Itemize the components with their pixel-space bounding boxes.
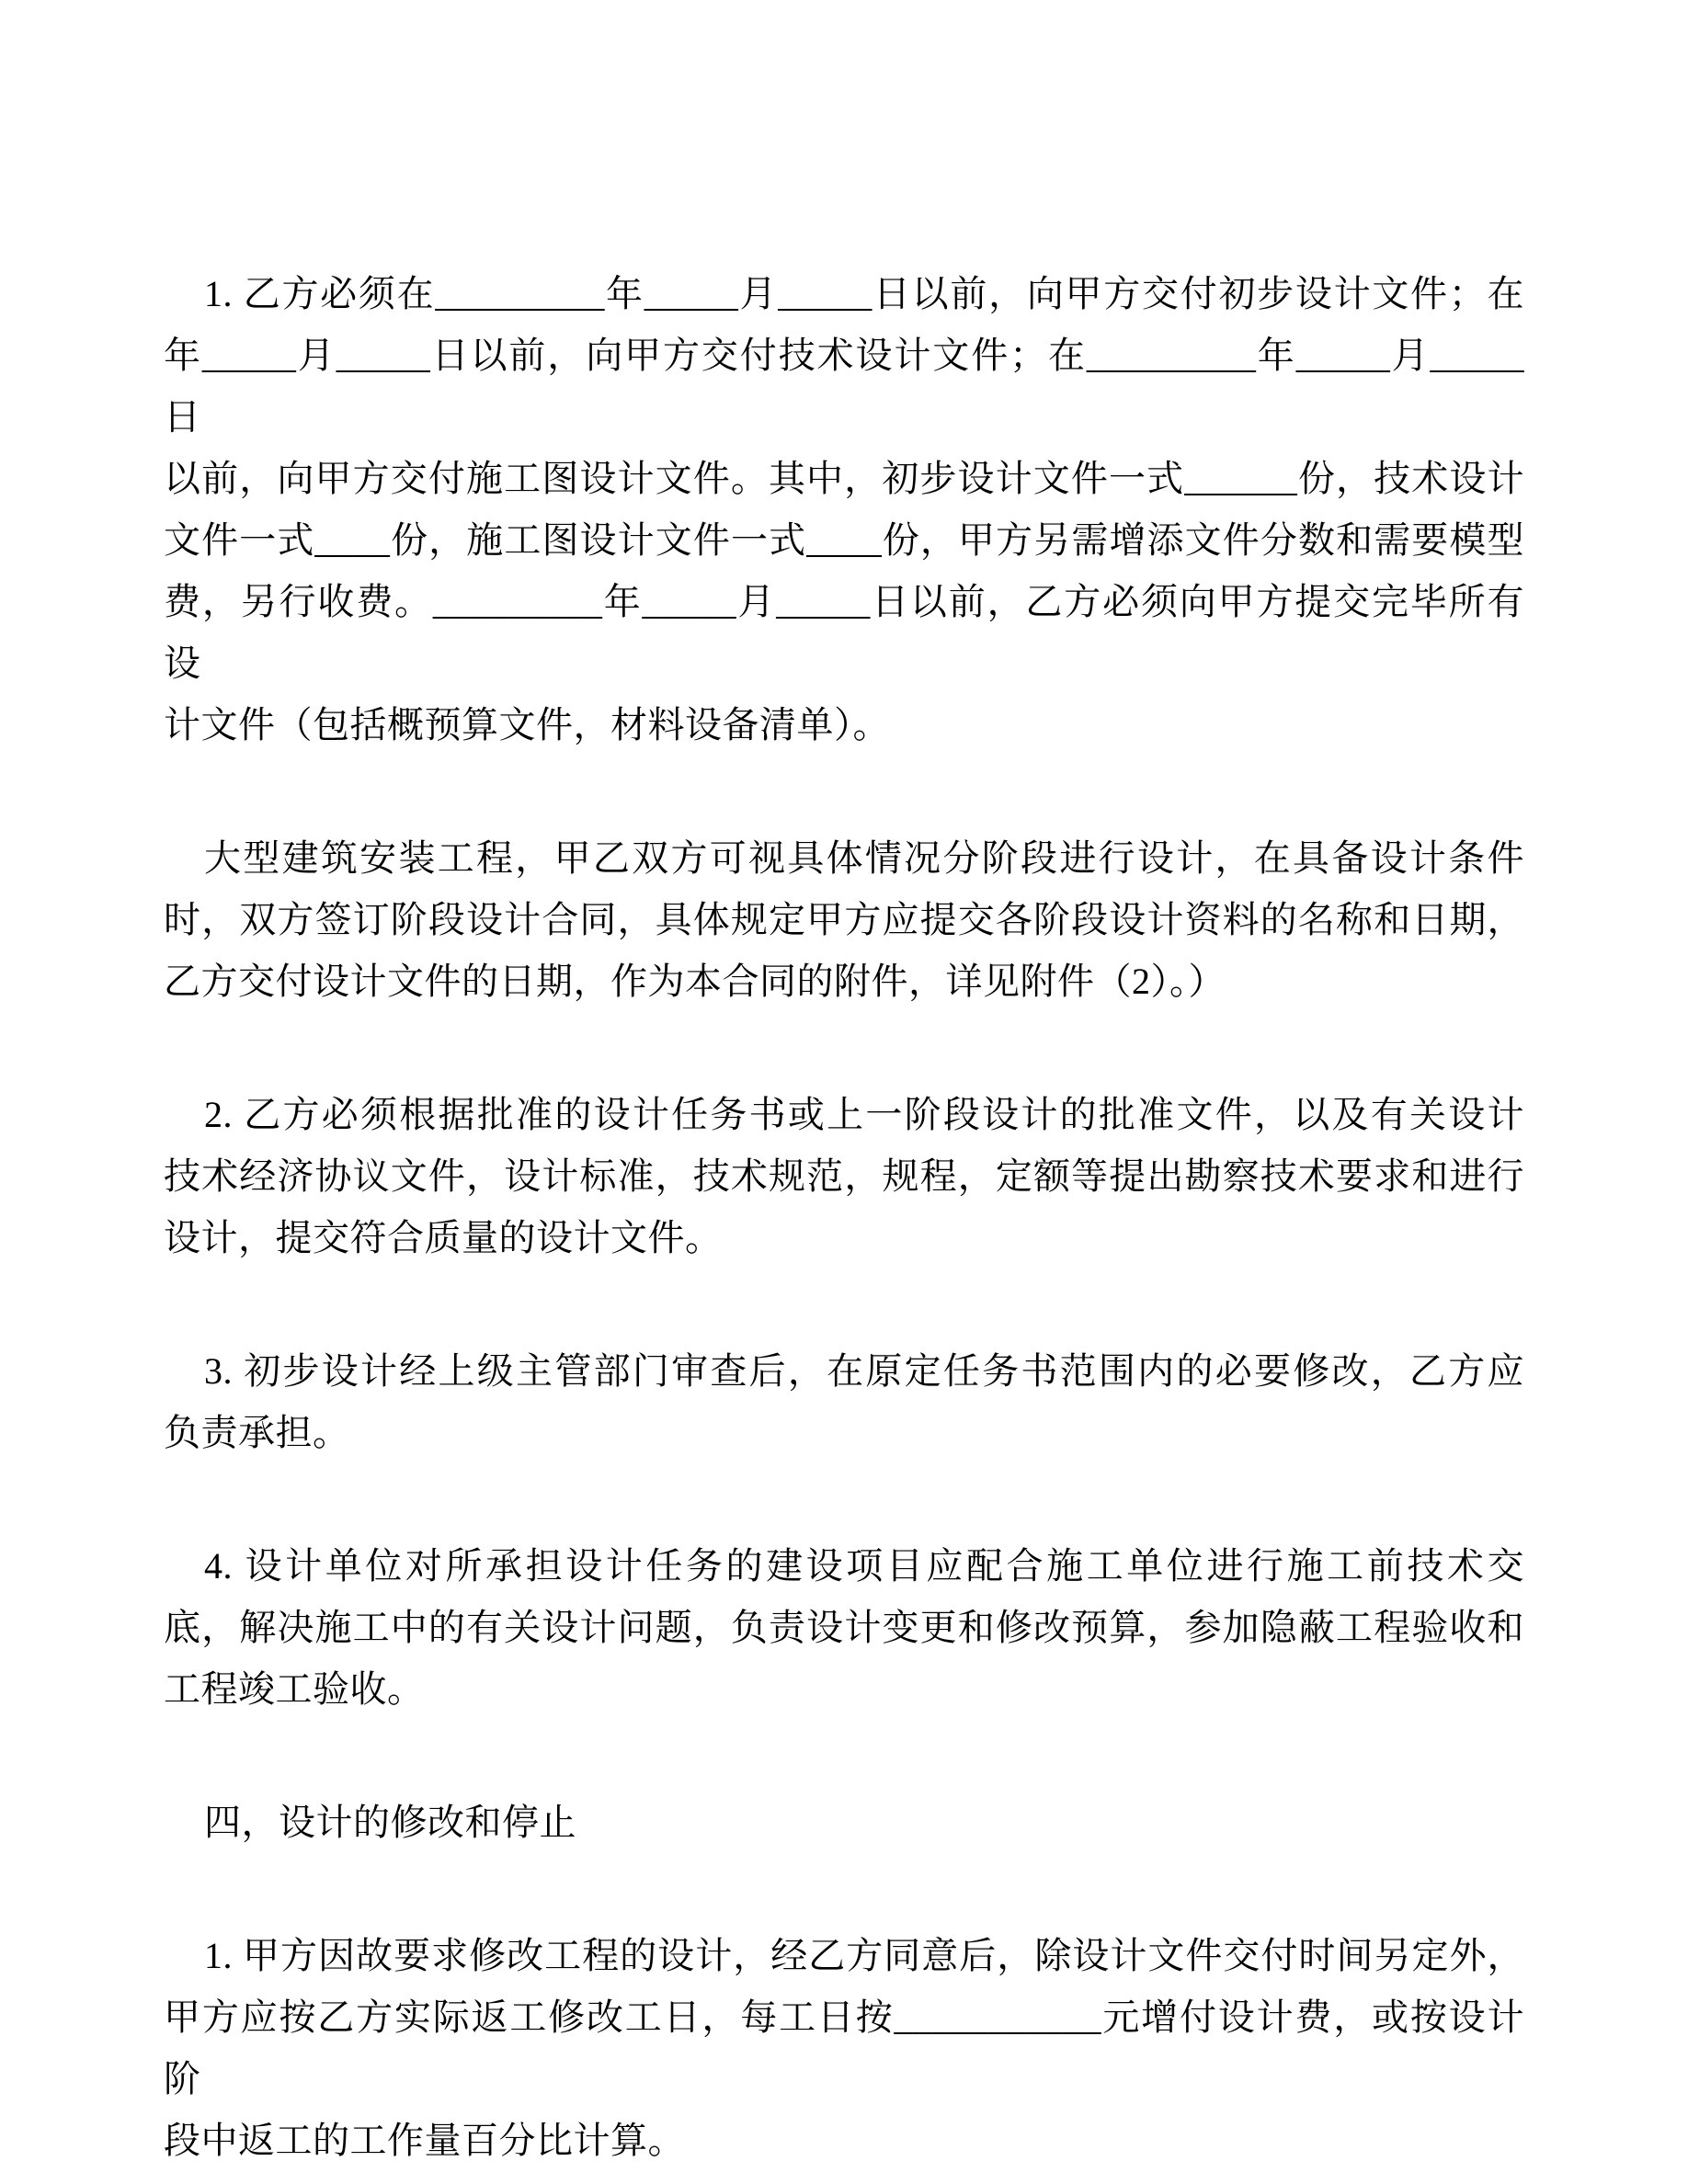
text-line: 文件一式____份，施工图设计文件一式____份，甲方另需增添文件分数和需要模型 bbox=[164, 519, 1524, 561]
text-line: 大型建筑安装工程，甲乙双方可视具体情况分阶段进行设计，在具备设计条件 bbox=[204, 837, 1524, 879]
text-line: 甲方应按乙方实际返工修改工日，每工日按___________元增付设计费，或按设计阶 bbox=[164, 1996, 1524, 2099]
text-line: 计文件（包括概预算文件，材料设备清单）。 bbox=[164, 704, 890, 745]
text-line: 工程竣工验收。 bbox=[164, 1668, 425, 1710]
clause-note-staged-design bbox=[164, 827, 1524, 1012]
text-line: 底，解决施工中的有关设计问题，负责设计变更和修改预算，参加隐蔽工程验收和 bbox=[164, 1607, 1524, 1648]
text-line: 技术经济协议文件，设计标准，技术规范，规程，定额等提出勘察技术要求和进行 bbox=[164, 1155, 1524, 1197]
text-line: 3. 初步设计经上级主管部门审查后，在原定任务书范围内的必要修改，乙方应 bbox=[204, 1350, 1524, 1392]
text-line: 以前，向甲方交付施工图设计文件。其中，初步设计文件一式______份，技术设计 bbox=[164, 458, 1524, 499]
clause-1-delivery-schedule bbox=[164, 263, 1524, 756]
text-line: 4. 设计单位对所承担设计任务的建设项目应配合施工单位进行施工前技术交 bbox=[204, 1545, 1524, 1587]
text-line: 设计，提交符合质量的设计文件。 bbox=[164, 1217, 723, 1258]
text-line: 时，双方签订阶段设计合同，具体规定甲方应提交各阶段设计资料的名称和日期， bbox=[164, 899, 1524, 940]
text-line: 负责承担。 bbox=[164, 1412, 350, 1453]
text-line: 2. 乙方必须根据批准的设计任务书或上一阶段设计的批准文件，以及有关设计 bbox=[204, 1094, 1524, 1135]
clause-2-design-basis bbox=[164, 1084, 1524, 1268]
text-line: 四，设计的修改和停止 bbox=[204, 1802, 576, 1843]
text-line: 年_____月_____日以前，向甲方交付技术设计文件；在_________年_____月_____日 bbox=[164, 335, 1524, 438]
section4-clause-1-modification-fee bbox=[164, 1925, 1524, 2171]
text-line: 1. 乙方必须在_________年_____月_____日以前，向甲方交付初步设计文件；在 bbox=[204, 273, 1524, 314]
text-line: 乙方交付设计文件的日期，作为本合同的附件，详见附件（2）。） bbox=[164, 961, 1226, 1002]
text-line: 1. 甲方因故要求修改工程的设计，经乙方同意后，除设计文件交付时间另定外， bbox=[204, 1935, 1524, 1976]
clause-4-construction-cooperation bbox=[164, 1535, 1524, 1720]
text-line: 费，另行收费。_________年_____月_____日以前，乙方必须向甲方提交完毕所有设 bbox=[164, 581, 1524, 684]
section-4-heading bbox=[164, 1792, 1524, 1853]
text-line: 段中返工的工作量百分比计算。 bbox=[164, 2120, 685, 2161]
clause-3-revision-responsibility bbox=[164, 1340, 1524, 1463]
